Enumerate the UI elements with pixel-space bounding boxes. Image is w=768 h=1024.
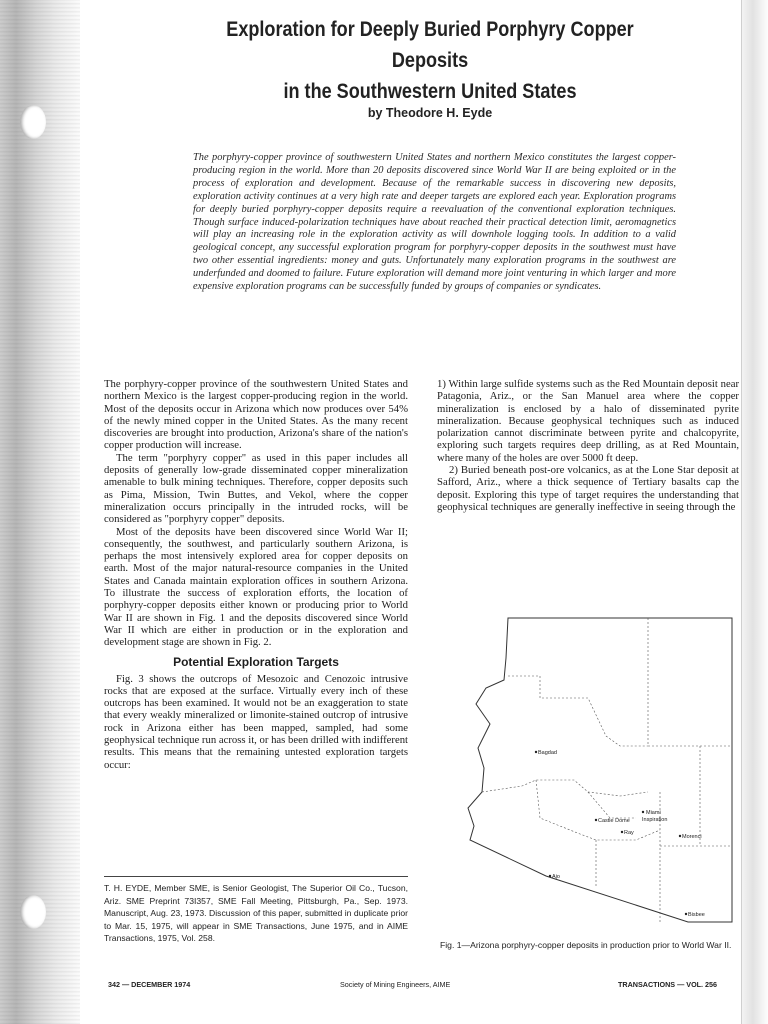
county-line [508, 676, 648, 746]
footer-journal: TRANSACTIONS — VOL. 256 [618, 980, 718, 989]
section-heading: Potential Exploration Targets [173, 654, 339, 669]
arizona-map [460, 596, 740, 934]
deposit-marker [679, 835, 681, 837]
footnote-rule [104, 876, 408, 877]
article-title [189, 14, 671, 107]
footer-society: Society of Mining Engineers, AIME [340, 980, 451, 989]
title-line: Exploration for Deeply Buried Porphyry Copper Deposits [226, 18, 634, 72]
map-label-inspiration: Inspiration [642, 817, 668, 823]
author-footnote: T. H. EYDE, Member SME, is Senior Geologist, The Superior Oil Co., Tucson, Ariz. SME Preprint 73I357, SME Fall Meeting, Pittsburgh, Pa., Sep. 1973. Manuscript, Aug. 23, 1973. Discussion of this paper, submitted in duplicate prior to Mar. 15, 1975, will appear in SME Transactions, June 1975, and in AIME Transactions, 1975, Vol. 258. [104, 883, 408, 944]
deposit-marker [549, 875, 551, 877]
map-label-morenci: Morenci [682, 834, 702, 840]
body-paragraph: The porphyry-copper province of the southwestern United States and northern Mexico is the largest copper-producing region in the world. Most of the deposits occur in Arizona which now produces over 54% of the newly mined copper in the United States. As the many recent discoveries are brought into production, Arizona's share of the nation's copper production will increase. [104, 378, 408, 452]
map-label-ray: Ray [624, 830, 634, 836]
county-line [536, 780, 660, 840]
deposit-marker [642, 811, 644, 813]
footer-page-date: 342 — DECEMBER 1974 [108, 980, 191, 989]
state-outline [468, 618, 732, 922]
map-label-castle-dome: Castle Dome [598, 818, 630, 824]
page-edge [741, 0, 768, 1024]
deposit-marker [685, 913, 687, 915]
county-line [482, 780, 648, 796]
author-byline: by Theodore H. Eyde [367, 106, 493, 120]
punch-hole [20, 895, 46, 929]
map-label-bisbee: Bisbee [688, 912, 705, 918]
figure-caption: Fig. 1—Arizona porphyry-copper deposits in production prior to World War II. [440, 940, 732, 950]
body-paragraph: The term "porphyry copper" as used in this paper includes all deposits of generally low-grade disseminated copper mineralization amenable to bulk mining techniques. Therefore, copper deposits such as Pima, Mission, Twin Buttes, and Vekol, where the copper mineralization occurs principally in the intruded rocks, will be considered as "porphyry copper" deposits. [104, 451, 408, 526]
punch-hole [20, 105, 46, 139]
deposit-marker [621, 831, 623, 833]
county-line [588, 792, 636, 818]
left-column [104, 378, 408, 771]
county-line [648, 618, 732, 746]
figure-1-map [460, 596, 740, 934]
map-label-bagdad: Bagdad [538, 750, 557, 756]
deposit-marker [595, 819, 597, 821]
right-column [437, 378, 739, 513]
abstract: The porphyry-copper province of southwestern United States and northern Mexico constitutes the largest copper-producing region in the world. More than 20 deposits discovered since World War II are being exploited or in the process of exploration and development. Because of the remarkable success in discovering new deposits, exploration activity continues at a very high rate and deeper targets are explored each year. Exploration programs for deeply buried porphyry-copper deposits require a reevaluation of the conventional exploration techniques. Though surface induced-polarization techniques have about reached their practical detection limit, aeromagnetics will play an increasing role in the exploration activity as will downhole logging tools. In addition to a valid geological concept, any successful exploration program for porphyry-copper deposits in the southwest must have two other essential ingredients: money and guts. Unfortunately many exploration programs in the southwest are underfunded and doomed to failure. Future exploration will demand more joint venturing in which larger and more expensive exploration programs can be successfully funded by groups of companies or syndicates. [193, 152, 676, 293]
binding-edge [0, 0, 80, 1024]
body-paragraph: Most of the deposits have been discovered since World War II; consequently, the southwest, and particularly southern Arizona, is perhaps the most intensively explored area for copper deposits on earth. Most of the major natural-resource companies in the United States and Canada maintain exploration offices in southern Arizona. To illustrate the success of exploration efforts, the location of porphyry-copper deposits either known or producing prior to World War II are shown in Fig. 1 and the deposits discovered since World War II which are either in production or in the exploration and development stage are shown in Fig. 2. [104, 525, 408, 649]
body-paragraph: 2) Buried beneath post-ore volcanics, as at the Lone Star deposit at Safford, Ariz., where a thick sequence of Tertiary basalts cap the deposit. Exploring this type of target requires the understanding that geophysical techniques are generally ineffective in seeing through the [437, 464, 739, 513]
deposit-marker [535, 751, 537, 753]
map-label-miami: Miami [646, 810, 661, 816]
map-label-ajo: Ajo [552, 874, 560, 880]
title-line: in the Southwestern United States [283, 80, 577, 103]
body-paragraph: Fig. 3 shows the outcrops of Mesozoic and Cenozoic intrusive rocks that are exposed at the surface. Virtually every inch of these outcrops has been examined. It would not be an exaggeration to state that every weakly mineralized or limonite-stained outcrop of intrusive rock in Arizona either has been mapped, sampled, had some geophysical technique run across it, or has been drilled with indifferent results. This means that the remaining untested exploration targets occur: [104, 672, 409, 771]
body-paragraph: 1) Within large sulfide systems such as the Red Mountain deposit near Patagonia, Ariz., or the San Manuel area where the copper mineralization is enclosed by a halo of disseminated pyrite mineralization. Because geophysical techniques such as induced polarization cannot discriminate between pyrite and chalcopyrite, exploring such targets requires deep drilling, as at Red Mountain, where many of the holes are over 5000 ft deep. [437, 378, 739, 464]
